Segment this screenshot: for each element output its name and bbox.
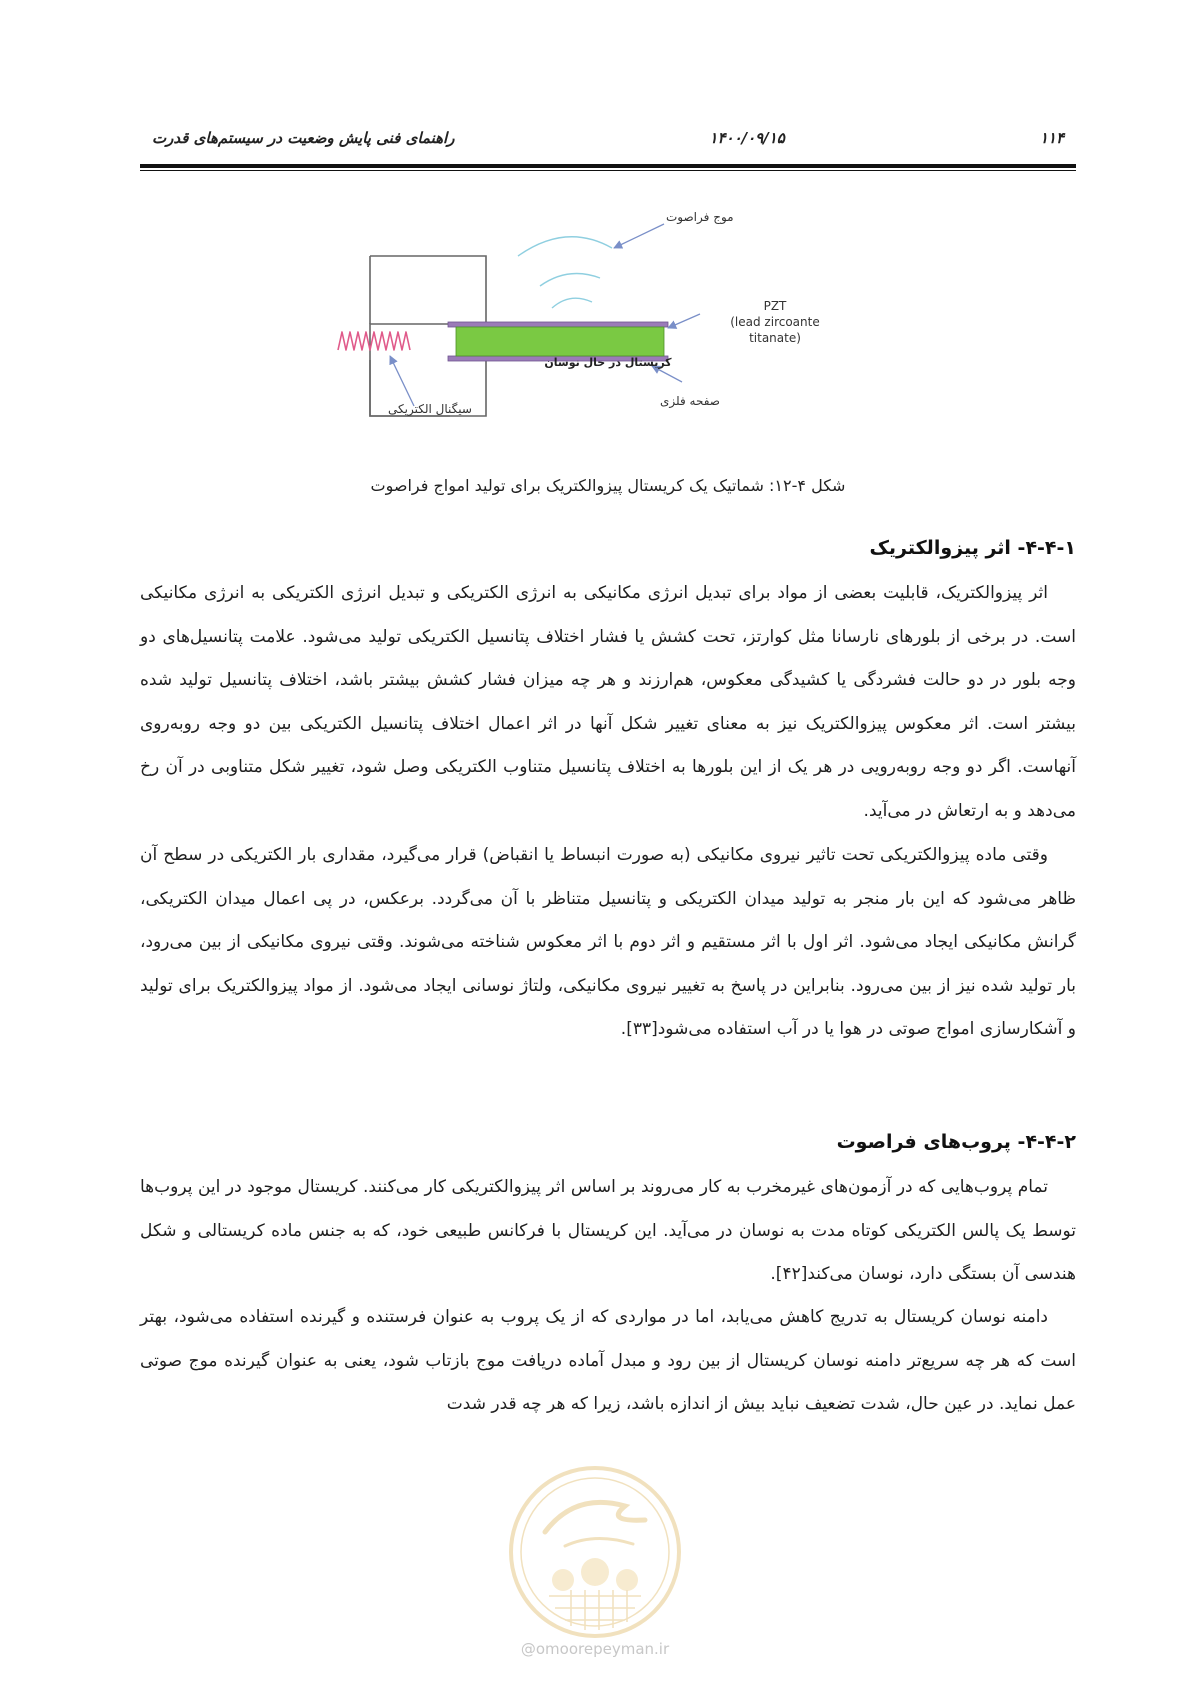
label-crystal: کریستال در حال نوسان [544, 356, 672, 369]
paragraph: اثر پیزوالکتریک، قابلیت بعضی از مواد برای تبدیل انرژی مکانیکی به انرژی الکتریکی و تبدیل انرژی الکتریکی به انرژی مکانیکی است. در برخی از بلورهای نارسانا مثل کوارتز، تحت کشش یا فشار اختلاف پتانسیل الکتریکی تولید می‌شود. علامت پتانسیل‌های دو وجه بلور در دو حالت فشردگی یا کشیدگی معکوس، هم‌ارزند و هر چه میزان فشار کشش بیشتر باشد، اختلاف پتانسیل تولید شده بیشتر است. اثر معکوس پیزوالکتریک نیز به معنای تغییر شکل آنها در اثر اعمال اختلاف پتانسیل الکتریکی بین دو وجه روبه‌روی آنهاست. اگر دو وجه روبه‌رویی در هر یک از این بلورها به اختلاف پتانسیل متناوب الکتریکی وصل شود، تغییر شکل متناوبی در آن رخ می‌دهد و به ارتعاش در می‌آید. [140, 583, 1076, 821]
wave-arc-large [518, 237, 612, 256]
paragraph: تمام پروب‌هایی که در آزمون‌های غیرمخرب به کار می‌روند بر اساس اثر پیزوالکتریکی کار می‌کنند. کریستال موجود در این پروب‌ها توسط یک پالس الکتریکی کوتاه مدت به نوسان در می‌آید. این کریستال با فرکانس طبیعی خود، که به جنس ماده کریستالی و شکل هندسی آن بستگی دارد، نوسان می‌کند[۴۲]. [140, 1177, 1076, 1285]
piezo-crystal-figure [330, 210, 850, 470]
watermark-url: @omoorepeyman.ir [520, 1640, 670, 1658]
label-metal-plate: صفحه فلزی [660, 394, 720, 408]
figure-caption: شکل ۴-۱۲: شماتیک یک کریستال پیزوالکتریک برای تولید امواج فراصوت [370, 476, 846, 495]
paragraph: وقتی ماده پیزوالکتریکی تحت تاثیر نیروی مکانیکی (به صورت انبساط یا انقباض) قرار می‌گیرد، مقداری بار الکتریکی در سطح آن ظاهر می‌شود که این بار منجر به تولید میدان الکتریکی و پتانسیل متناظر با آن می‌گردد. برعکس، در پی اعمال میدان الکتریکی، گرانش مکانیکی ایجاد می‌شود. اثر اول با اثر مستقیم و اثر دوم با اثر معکوس شناخته می‌شوند. وقتی نیروی مکانیکی از بین می‌رود، بار تولید شده نیز از بین می‌رود. بنابراین در پاسخ به تغییر نیروی مکانیکی، ولتاژ نوسانی ایجاد می‌شود. از مواد پیزوالکتریک برای تولید و آشکارسازی امواج صوتی در هوا یا در آب استفاده می‌شود[۳۳]. [140, 845, 1076, 1040]
section-heading: ۴-۴-۱- اثر پیزوالکتریک [869, 537, 1076, 559]
label-pzt [710, 298, 840, 346]
top-metal-plate [448, 322, 668, 327]
arrow-to-wave [614, 224, 664, 248]
page-header [140, 120, 1076, 172]
header-rule-thin [140, 170, 1076, 171]
paragraph: دامنه نوسان کریستال به تدریج کاهش می‌یابد، اما در مواردی که از یک پروب به عنوان فرستنده و گیرنده استفاده می‌شود، بهتر است که هر چه سریع‌تر دامنه نوسان کریستال از بین رود و مبدل آماده دریافت موج بازتاب شود، یعنی به عنوان گیرنده موج صوتی عمل نماید. در عین حال، شدت تضعیف نباید بیش از اندازه باشد، زیرا که هر چه قدر شدت [140, 1307, 1076, 1415]
book-title: راهنمای فنی پایش وضعیت در سیستم‌های قدرت [152, 129, 455, 147]
label-pzt-line2: (lead zircoante [730, 315, 820, 329]
circuit-wire-top [370, 256, 486, 324]
section-heading: ۴-۴-۲- پروب‌های فراصوت [836, 1131, 1076, 1153]
arrow-to-pzt [668, 314, 700, 328]
watermark-emblem [505, 1462, 685, 1642]
header-rule-thick [140, 164, 1076, 168]
label-electric-signal: سیگنال الکتریکی [388, 402, 472, 416]
label-pzt-line3: titanate) [749, 331, 801, 345]
wave-arc-medium [540, 274, 600, 287]
label-pzt-line1: PZT [763, 299, 787, 313]
header-date: ۱۴۰۰/۰۹/۱۵ [709, 129, 785, 147]
page-number: ۱۱۴ [1039, 129, 1064, 147]
label-ultrasonic-wave: موج فراصوت [666, 210, 734, 224]
arrow-to-signal [390, 356, 414, 406]
electric-signal-wave [338, 332, 410, 350]
wave-arc-small [552, 298, 592, 308]
watermark-seal-icon [505, 1462, 685, 1642]
crystal-block [456, 327, 664, 356]
